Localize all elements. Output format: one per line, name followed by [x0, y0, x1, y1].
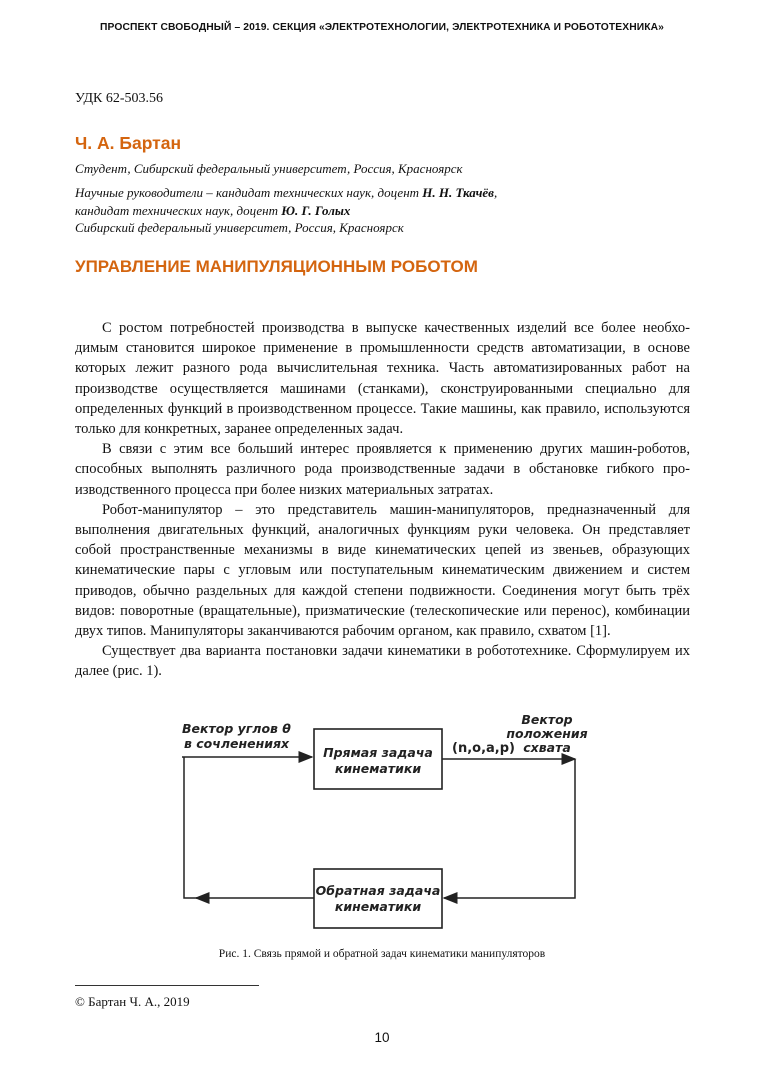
paragraph: С ростом потребностей производства в выпуске качественных изделий все более необходимым становится широкое применение в промышленности средств автоматизации, в основе которых лежит разного рода вычислительная техника. Часть автоматизированных работ на производстве осуществляется машинами (станками), сконструированными специально для определенных функций в производственном процессе. Такие машины, как правило, используются только для конкретных, заранее определенных задач. — [75, 320, 690, 438]
udk-code: УДК 62-503.56 — [75, 91, 164, 106]
figure-caption: Рис. 1. Связь прямой и обратной задач кинематики манипуляторов — [218, 948, 546, 960]
article-body — [75, 318, 690, 682]
input-vector-label-2: в сочленениях — [184, 736, 290, 751]
forward-block-label-2: кинематики — [334, 761, 422, 776]
running-header: ПРОСПЕКТ СВОБОДНЫЙ – 2019. СЕКЦИЯ «ЭЛЕКТРОТЕХНОЛОГИИ, ЭЛЕКТРОТЕХНИКА И РОБОТОТЕХНИКА» — [100, 22, 664, 33]
supervisors-line-3: Сибирский федеральный университет, Россия, Красноярск — [75, 220, 404, 235]
output-tuple-label: (n,o,a,p) — [452, 741, 515, 756]
forward-block-label-1: Прямая задача — [323, 745, 433, 760]
paragraph: Существует два варианта постановки задачи кинематики в робототехнике. Сформулируем их далее (рис. 1). — [75, 643, 690, 680]
supervisors-block — [75, 184, 497, 237]
output-vector-label-1: Вектор — [521, 712, 573, 727]
paragraph: Робот-манипулятор – это представитель машин-манипуляторов, предназначенный для выполнения двигательных функций, аналогичных функциям руки человека. Он представляет собой пространственные механизмы в виде кинематических цепей из звеньев, образующих кинематические пары с угловым или поступательным кинематическим движением и систем приводов, обычно раздельных для каждой степени подвижности. Соединения могут быть трёх видов: поворотные (вращательные), призматические (телескопические или перенос), комбинации двух типов. Манипуляторы заканчиваются рабочим органом, как правило, схватом [1]. — [75, 501, 690, 640]
feedback-arrow-right — [444, 759, 575, 898]
footnote-divider — [75, 985, 259, 986]
kinematics-diagram — [160, 712, 610, 940]
supervisors-prefix: Научные руководители – кандидат технических наук, доцент — [75, 185, 423, 200]
inverse-block-label-1: Обратная задача — [315, 883, 441, 898]
supervisors-line-2 — [75, 202, 497, 220]
copyright-note: © Бартан Ч. А., 2019 — [75, 994, 190, 1009]
kinematics-diagram-svg — [160, 712, 610, 940]
supervisor-2-prefix: кандидат технических наук, доцент — [75, 202, 282, 218]
page-number: 10 — [374, 1030, 390, 1045]
article-title: УПРАВЛЕНИЕ МАНИПУЛЯЦИОННЫМ РОБОТОМ — [75, 257, 478, 276]
supervisor-1-name: Н. Н. Ткачёв — [422, 185, 494, 200]
supervisors-comma: , — [494, 185, 498, 200]
inverse-block-label-2: кинематики — [334, 899, 422, 914]
supervisors-line-1 — [75, 184, 497, 202]
feedback-line-left — [184, 757, 314, 898]
input-vector-label-1: Вектор углов θ — [182, 721, 291, 736]
paragraph: В связи с этим все больший интерес проявляется к применению других машин-роботов, способных выполнять различного рода производственные задачи в обстановке гибкого производственного процесса при более низких материальных затратах. — [75, 441, 690, 498]
author-name: Ч. А. Бартан — [75, 133, 182, 153]
supervisor-2-name: Ю. Г. Голых — [281, 202, 351, 218]
student-affiliation: Студент, Сибирский федеральный университет, Россия, Красноярск — [75, 161, 463, 176]
output-vector-label-3: схвата — [523, 740, 571, 755]
output-vector-label-2: положения — [506, 726, 588, 741]
